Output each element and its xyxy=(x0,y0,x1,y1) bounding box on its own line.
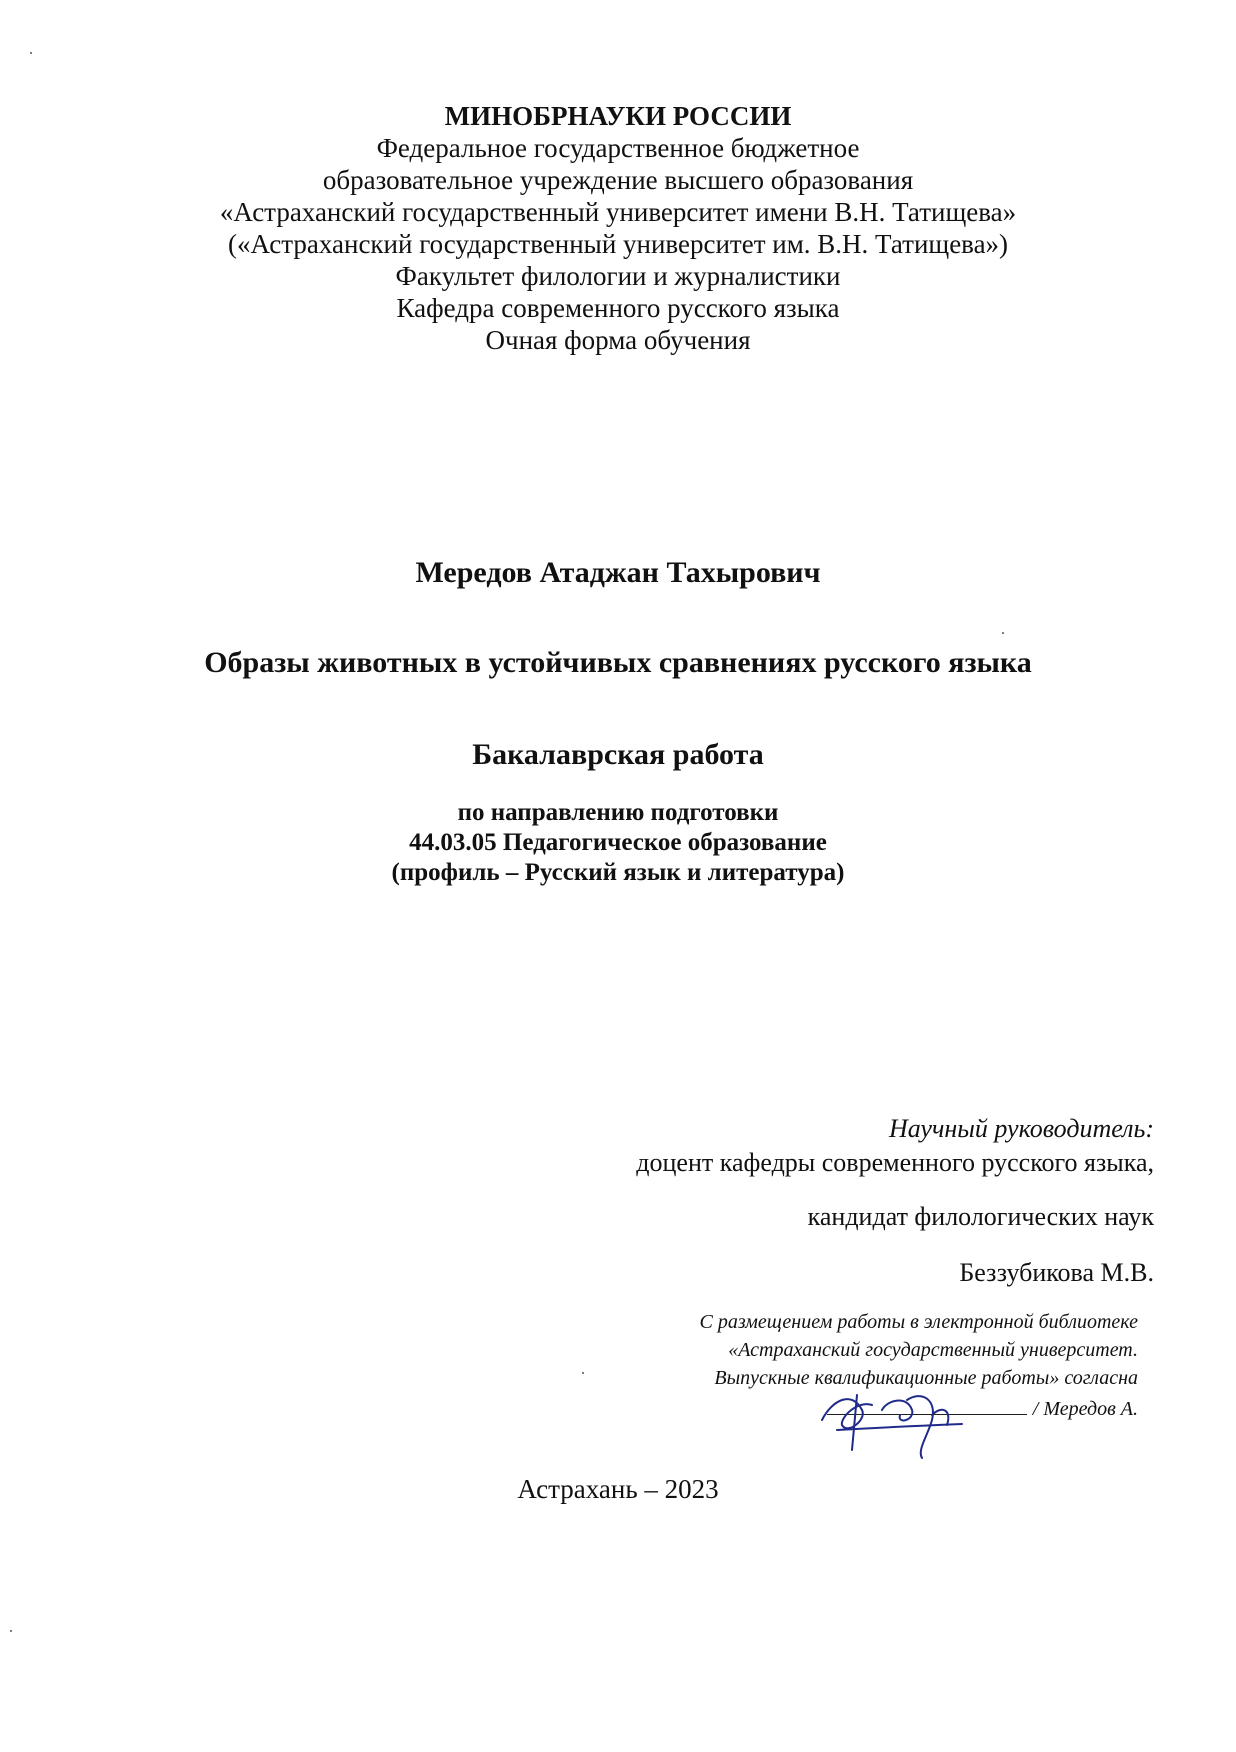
header-line: «Астраханский государственный университет имени В.Н. Татищева» xyxy=(219,197,1017,227)
scan-speck xyxy=(582,1372,584,1374)
header-line: («Астраханский государственный университет им. В.Н. Татищева») xyxy=(227,229,1009,259)
consent-line: С размещением работы в электронной библиотеке xyxy=(699,1311,1138,1333)
direction-line: 44.03.05 Педагогическое образование xyxy=(409,829,827,856)
header-line: Факультет филологии и журналистики xyxy=(395,261,841,291)
supervisor-position: доцент кафедры современного русского языка, xyxy=(636,1148,1154,1177)
signer-name: / Мередов А. xyxy=(1032,1398,1138,1420)
direction-line: по направлению подготовки xyxy=(457,799,779,826)
study-direction xyxy=(0,798,1236,888)
scan-speck xyxy=(10,1630,12,1632)
direction-line: (профиль – Русский язык и литература) xyxy=(391,859,845,886)
header-line: Очная форма обучения xyxy=(485,325,751,355)
supervisor-title: Научный руководитель: xyxy=(888,1114,1154,1143)
city-year: Астрахань – 2023 xyxy=(517,1474,719,1504)
work-type: Бакалаврская работа xyxy=(472,738,764,771)
consent-line: Выпускные квалификационные работы» согласна xyxy=(714,1367,1138,1389)
handwritten-signature xyxy=(812,1380,982,1460)
ministry-name: МИНОБРНАУКИ РОССИИ xyxy=(444,101,792,131)
supervisor-degree: кандидат филологических наук xyxy=(807,1202,1154,1231)
author-name: Мередов Атаджан Тахырович xyxy=(415,556,821,589)
header-line: Федеральное государственное бюджетное xyxy=(376,133,860,163)
consent-line: «Астраханский государственный университет. xyxy=(728,1339,1138,1361)
header-line: образовательное учреждение высшего образования xyxy=(322,165,914,195)
supervisor-name: Беззубикова М.В. xyxy=(959,1258,1154,1287)
thesis-title: Образы животных в устойчивых сравнениях русского языка xyxy=(204,646,1032,679)
scan-speck xyxy=(30,52,32,54)
header-line: Кафедра современного русского языка xyxy=(396,293,840,323)
scan-speck xyxy=(1002,632,1004,634)
institution-header xyxy=(0,100,1236,356)
